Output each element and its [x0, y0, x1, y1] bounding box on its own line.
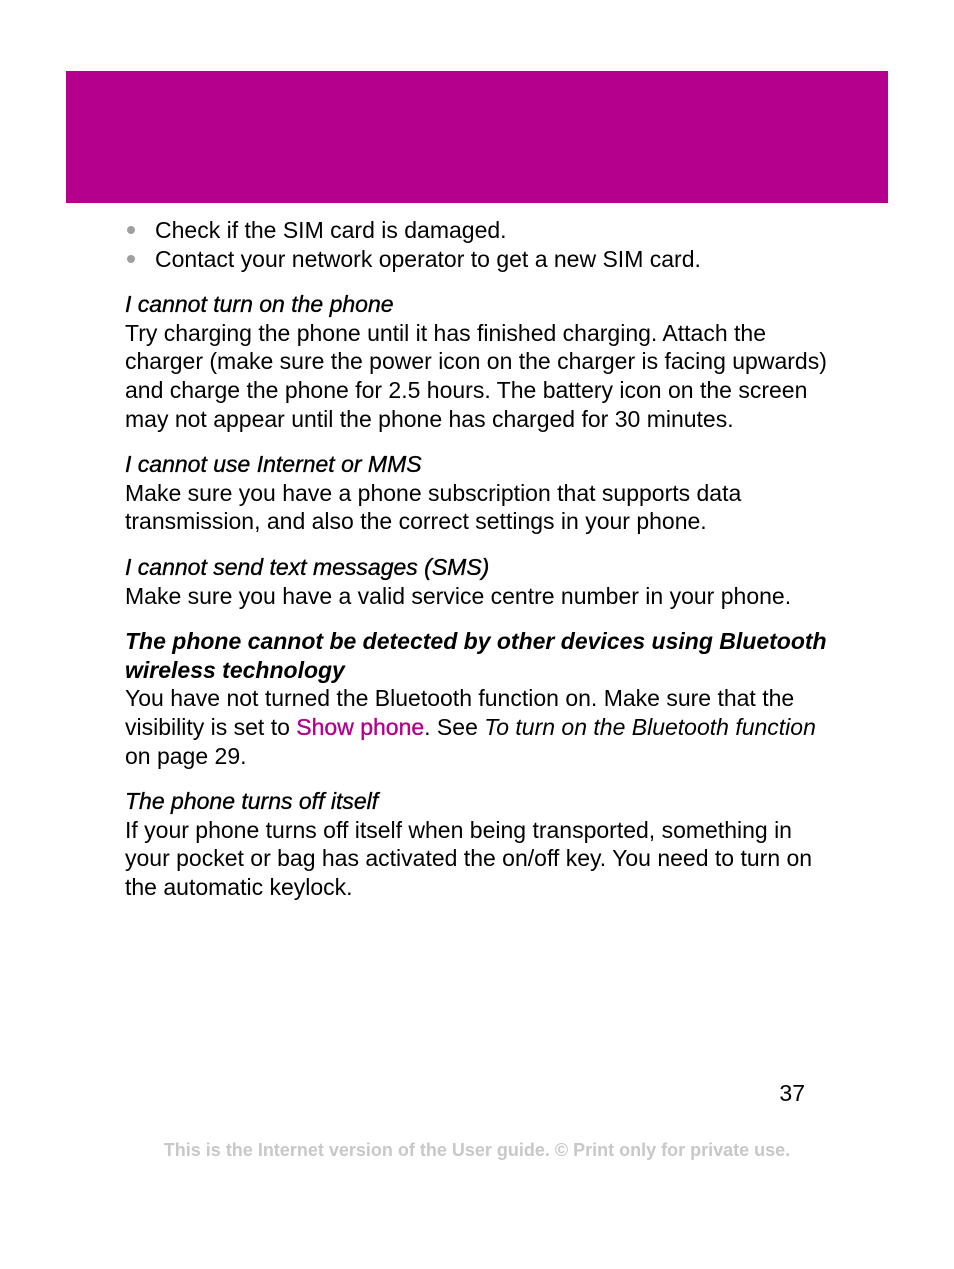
body-text: on page 29. — [125, 742, 247, 769]
list-item — [125, 216, 835, 245]
section-bluetooth — [125, 627, 835, 770]
section-turns-off — [125, 787, 835, 901]
bullet-icon — [127, 255, 135, 263]
section-body: If your phone turns off itself when being transported, something in your pocket or bag has activated the on/off key. You need to turn on the automatic keylock. — [125, 816, 813, 900]
footer-note: This is the Internet version of the User guide. © Print only for private use. — [163, 1140, 791, 1160]
bullet-icon — [127, 226, 135, 234]
show-phone-setting-link[interactable]: Show phone — [296, 713, 425, 740]
section-heading: I cannot use Internet or MMS — [125, 451, 422, 478]
body-text: You have not turned the Bluetooth function on. Make sure that the visibility is set to — [125, 685, 795, 740]
section-heading: I cannot turn on the phone — [125, 291, 394, 318]
list-item-text: Check if the SIM card is damaged. — [155, 217, 507, 243]
header-band — [66, 71, 888, 203]
section-heading: The phone turns off itself — [125, 788, 379, 815]
list-item — [125, 245, 835, 274]
section-body: Make sure you have a phone subscription that supports data transmission, and also the correct settings in your phone. — [125, 479, 742, 535]
section-body: Make sure you have a valid service centre number in your phone. — [125, 582, 792, 609]
page-number: 37 — [779, 1080, 805, 1106]
section-heading: I cannot send text messages (SMS) — [125, 553, 490, 580]
section-heading: The phone cannot be detected by other devices using Bluetooth wireless technology — [125, 628, 827, 683]
list-item-text: Contact your network operator to get a new SIM card. — [155, 245, 701, 272]
page-content — [125, 216, 835, 901]
section-body: Try charging the phone until it has finished charging. Attach the charger (make sure the power icon on the charger is facing upwards) and charge the phone for 2.5 hours. The battery icon on the screen may not appear until the phone has charged for 30 minutes. — [125, 319, 827, 432]
bullet-list — [125, 216, 835, 273]
body-text: . See — [424, 713, 485, 740]
section-sms — [125, 553, 835, 610]
section-body — [125, 684, 835, 770]
cross-reference: To turn on the Bluetooth function — [484, 713, 816, 740]
section-internet-mms — [125, 450, 835, 536]
section-turn-on — [125, 290, 835, 433]
